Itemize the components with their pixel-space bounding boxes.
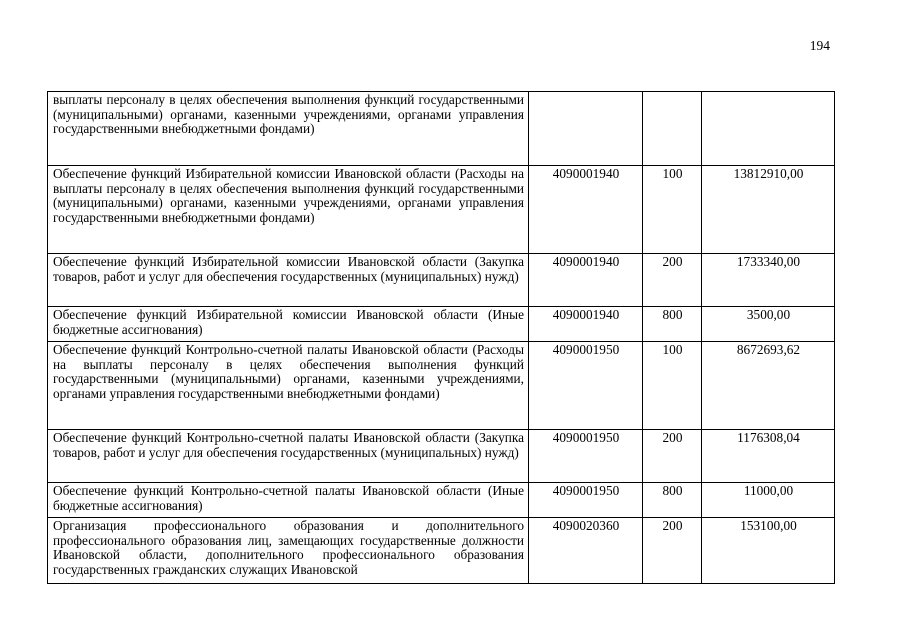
row-description: Обеспечение функций Контрольно-счетной палаты Ивановской области (Закупка товаров, работ и услуг для обеспечения государственных (муниципальных) нужд) bbox=[48, 430, 529, 483]
row-code: 4090001950 bbox=[529, 430, 643, 483]
table-row bbox=[48, 254, 835, 307]
table-row bbox=[48, 430, 835, 483]
table-row bbox=[48, 342, 835, 430]
page-number: 194 bbox=[809, 38, 830, 53]
row-expense-type: 200 bbox=[643, 518, 702, 584]
row-description: Обеспечение функций Избирательной комиссии Ивановской области (Расходы на выплаты персоналу в целях обеспечения выполнения функций государственными (муниципальными) органами, казенными учреждениями, органами управления государственными внебюджетными фондами) bbox=[48, 166, 529, 254]
table-row bbox=[48, 92, 835, 166]
table-row bbox=[48, 166, 835, 254]
table-row bbox=[48, 483, 835, 518]
table-row bbox=[48, 307, 835, 342]
row-expense-type: 100 bbox=[643, 166, 702, 254]
row-expense-type: 800 bbox=[643, 307, 702, 342]
row-code: 4090001950 bbox=[529, 483, 643, 518]
row-description: Обеспечение функций Избирательной комиссии Ивановской области (Иные бюджетные ассигнования) bbox=[48, 307, 529, 342]
budget-table bbox=[47, 91, 835, 584]
row-description: Обеспечение функций Избирательной комиссии Ивановской области (Закупка товаров, работ и услуг для обеспечения государственных (муниципальных) нужд) bbox=[48, 254, 529, 307]
row-code: 4090001950 bbox=[529, 342, 643, 430]
row-description: Обеспечение функций Контрольно-счетной палаты Ивановской области (Иные бюджетные ассигнования) bbox=[48, 483, 529, 518]
row-amount: 8672693,62 bbox=[702, 342, 835, 430]
row-code: 4090001940 bbox=[529, 166, 643, 254]
row-expense-type: 200 bbox=[643, 430, 702, 483]
row-amount: 3500,00 bbox=[702, 307, 835, 342]
row-amount: 1733340,00 bbox=[702, 254, 835, 307]
row-code: 4090001940 bbox=[529, 307, 643, 342]
row-amount: 153100,00 bbox=[702, 518, 835, 584]
table-row bbox=[48, 518, 835, 584]
row-description: выплаты персоналу в целях обеспечения выполнения функций государственными (муниципальными) органами, казенными учреждениями, органами управления государственными внебюджетными фондами) bbox=[48, 92, 529, 166]
row-expense-type bbox=[643, 92, 702, 166]
row-amount: 13812910,00 bbox=[702, 166, 835, 254]
row-expense-type: 800 bbox=[643, 483, 702, 518]
row-expense-type: 200 bbox=[643, 254, 702, 307]
row-code: 4090020360 bbox=[529, 518, 643, 584]
row-amount: 1176308,04 bbox=[702, 430, 835, 483]
row-expense-type: 100 bbox=[643, 342, 702, 430]
row-amount: 11000,00 bbox=[702, 483, 835, 518]
row-amount bbox=[702, 92, 835, 166]
row-description: Обеспечение функций Контрольно-счетной палаты Ивановской области (Расходы на выплаты персоналу в целях обеспечения выполнения функций государственными (муниципальными) органами, казенными учреждениями, органами управления государственными внебюджетными фондами) bbox=[48, 342, 529, 430]
row-code: 4090001940 bbox=[529, 254, 643, 307]
row-code bbox=[529, 92, 643, 166]
row-description: Организация профессионального образования и дополнительного профессионального образования лиц, замещающих государственные должности Ивановской области, дополнительного профессионального образования государственных гражданских служащих Ивановской bbox=[48, 518, 529, 584]
